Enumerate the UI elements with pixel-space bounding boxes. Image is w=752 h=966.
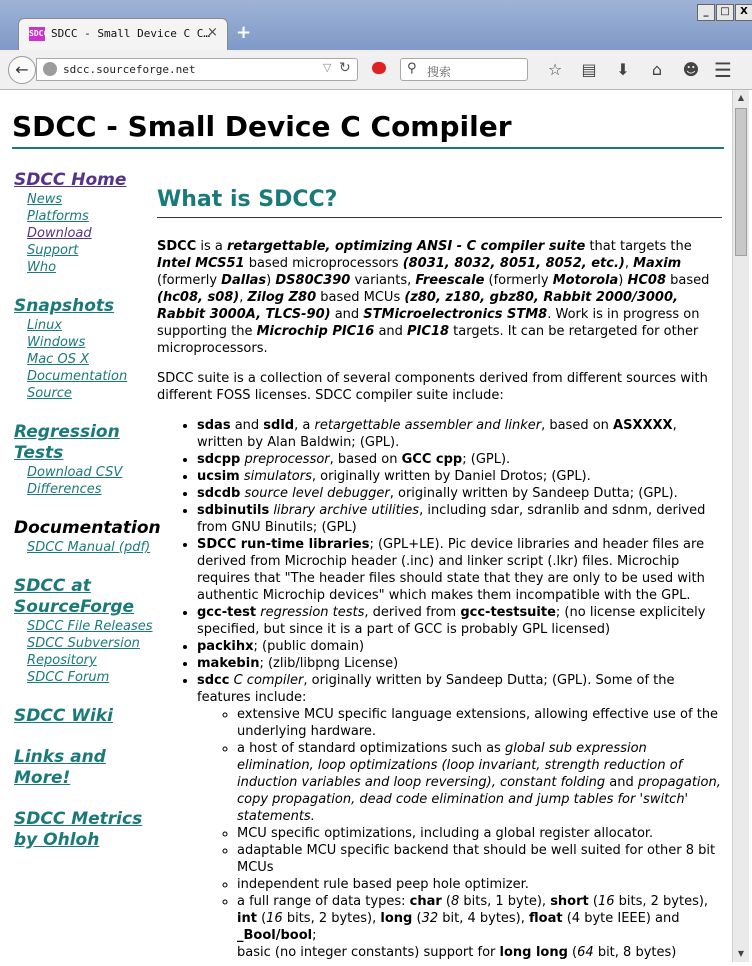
search-bar[interactable]	[400, 58, 528, 81]
feature-item: ◦ extensive MCU specific language extensions, allowing effective use of the underlying hardware.	[237, 706, 722, 740]
list-item: • sdbinutils library archive utilities, including sdar, sdranlib and sdnm, derived from GNU Binutils; (GPL)	[197, 502, 722, 536]
sidebar-link-repository[interactable]: Repository	[27, 653, 97, 668]
feature-item: ◦ MCU specific optimizations, including a global register allocator.	[237, 825, 722, 842]
url-text[interactable]: sdcc.sourceforge.net	[63, 63, 196, 76]
browser-titlebar	[0, 0, 752, 50]
sidebar-link-news[interactable]: News	[27, 192, 63, 207]
sidebar-link-platforms[interactable]: Platforms	[27, 209, 89, 224]
search-icon: ⚲	[407, 61, 417, 76]
minimize-button[interactable]: _	[697, 4, 715, 21]
list-item: • ucsim simulators, originally written by Daniel Drotos; (GPL).	[197, 468, 722, 485]
list-item: • makebin; (zlib/libpng License)	[197, 655, 722, 672]
scroll-up-icon[interactable]: ▲	[737, 93, 745, 102]
list-item: • gcc-test regression tests, derived from gcc-testsuite; (no license explicitely specified, but since it is a part of GCC is probably GPL licensed)	[197, 604, 722, 638]
url-bar[interactable]	[36, 58, 358, 81]
tab-title: SDCC - Small Device C C…	[51, 27, 210, 40]
sidebar-link-documentation[interactable]: Documentation	[27, 369, 128, 384]
feature-item: ◦ a full range of data types: char (8 bits, 1 byte), short (16 bits, 2 bytes), int (16 bits, 2 bytes), long (32 bit, 4 bytes), float (4 byte IEEE) and _Bool/bool; basic (no integer constants) support for long long (64 bit, 8 bytes)	[237, 893, 722, 961]
sidebar-link-forum[interactable]: SDCC Forum	[27, 670, 110, 685]
sidebar-heading-documentation: Documentation	[14, 518, 161, 538]
feature-item: ◦ adaptable MCU specific backend that should be well suited for other 8 bit MCUs	[237, 842, 722, 876]
list-item: • sdas and sdld, a retargettable assembler and linker, based on ASXXXX, written by Alan Baldwin; (GPL).	[197, 417, 722, 451]
tab-close-icon[interactable]: ×	[207, 25, 218, 40]
sidebar-link-metrics[interactable]: SDCC Metrics by Ohloh	[14, 809, 143, 850]
bookmark-star-icon[interactable]: ☆	[547, 60, 563, 79]
sidebar-link-sourceforge[interactable]: SDCC at SourceForge	[14, 576, 135, 617]
components-list	[157, 417, 722, 961]
features-list	[197, 706, 722, 961]
download-icon[interactable]: ⬇	[616, 60, 630, 79]
sidebar-link-windows[interactable]: Windows	[27, 335, 86, 350]
url-dropdown-icon[interactable]: ▽	[323, 61, 332, 74]
list-item: • sdcpp preprocessor, based on GCC cpp; (GPL).	[197, 451, 722, 468]
feature-item: ◦ independent rule based peep hole optimizer.	[237, 876, 722, 893]
sidebar-link-source[interactable]: Source	[27, 386, 72, 401]
sidebar-link-wiki[interactable]: SDCC Wiki	[14, 706, 113, 726]
page-viewport	[4, 90, 732, 962]
globe-icon	[43, 62, 57, 76]
maximize-button[interactable]: □	[716, 4, 734, 21]
sidebar-link-who[interactable]: Who	[27, 260, 57, 275]
feature-item: ◦ a host of standard optimizations such as global sub expression elimination, loop optimizations (loop invariant, strength reduction of induction variables and loop reversing), constant folding and propagation, copy propagation, dead code elimination and jump tables for 'switch' statements.	[237, 740, 722, 825]
sidebar-link-links[interactable]: Links and More!	[14, 747, 106, 788]
back-icon[interactable]: ←	[8, 56, 36, 84]
scroll-down-icon[interactable]: ▼	[737, 949, 745, 958]
reload-icon[interactable]: ↻	[339, 60, 351, 76]
chat-icon[interactable]: ☻	[682, 60, 700, 79]
sidebar-link-differences[interactable]: Differences	[27, 482, 102, 497]
sidebar-link-home[interactable]: SDCC Home	[14, 170, 127, 190]
title-divider	[12, 147, 724, 149]
vertical-scrollbar[interactable]	[732, 90, 749, 962]
suite-paragraph: SDCC suite is a collection of several components derived from different sources with different FOSS licenses. SDCC compiler suite include:	[157, 371, 708, 403]
list-item: • sdcdb source level debugger, originally written by Sandeep Dutta; (GPL).	[197, 485, 722, 502]
new-tab-button[interactable]: +	[236, 22, 252, 43]
list-item: • SDCC run-time libraries; (GPL+LE). Pic device libraries and header files are derived from Microchip header (.inc) and linker script (.lkr) files. Microchip requires that "The header files should state that they are only to be used with authentic Microchip devices" which makes them incompatible with the GPL.	[197, 536, 722, 604]
list-item: • packihx; (public domain)	[197, 638, 722, 655]
firebug-icon[interactable]	[372, 62, 386, 74]
sidebar-link-download-csv[interactable]: Download CSV	[27, 465, 123, 480]
sidebar-link-manual[interactable]: SDCC Manual (pdf)	[27, 540, 151, 555]
sidebar-link-regression[interactable]: Regression Tests	[14, 422, 120, 463]
heading-divider	[157, 217, 722, 218]
sidebar-link-download[interactable]: Download	[27, 226, 92, 241]
reading-list-icon[interactable]: ▤	[581, 60, 597, 79]
window-controls	[696, 4, 752, 20]
list-item: • sdcc C compiler, originally written by Sandeep Dutta; (GPL). Some of the features include: ◦ extensive MCU specific language extensions, allowing effective use of the underlying hardware. ◦ a host of standard optimizations such as global sub expression elimination, loop optimizations (loop invariant, strength reduction of induction variables and loop reversing), constant folding and propagation, copy propagation, dead code elimination and jump tables for 'switch' statements. ◦ MCU specific optimizations, including a global register allocator. ◦ adaptable MCU specific backend that should be well suited for other 8 bit MCUs ◦ independent rule based peep hole optimizer. ◦ a full range of data types: char (8 bits, 1 byte), short (16 bits, 2 bytes), int (16 bits, 2 bytes), long (32 bit, 4 bytes), float (4 byte IEEE) and _Bool/bool; basic (no integer constants) support for long long (64 bit, 8 bytes)	[197, 672, 722, 961]
sidebar-nav	[14, 170, 161, 865]
main-content	[157, 186, 722, 961]
browser-tab[interactable]	[18, 18, 228, 50]
sidebar-link-snapshots[interactable]: Snapshots	[14, 296, 115, 316]
menu-icon[interactable]: ☰	[714, 58, 732, 82]
toolbar-icons	[538, 60, 708, 79]
sidebar-link-support[interactable]: Support	[27, 243, 79, 258]
home-icon[interactable]: ⌂	[651, 60, 663, 79]
scrollbar-thumb[interactable]	[735, 108, 747, 256]
sidebar-link-linux[interactable]: Linux	[27, 318, 63, 333]
sidebar-link-macosx[interactable]: Mac OS X	[27, 352, 89, 367]
sidebar-link-subversion[interactable]: SDCC Subversion	[27, 636, 140, 651]
sidebar-link-file-releases[interactable]: SDCC File Releases	[27, 619, 153, 634]
search-input[interactable]: 搜索	[427, 65, 452, 79]
browser-navbar	[0, 50, 752, 90]
intro-paragraph: SDCC is a retargettable, optimizing ANSI - C compiler suite that targets the Intel MCS51 based microprocessors (8031, 8032, 8051, 8052, etc.), Maxim (formerly Dallas) DS80C390 variants, Freescale (formerly Motorola) HC08 based (hc08, s08), Zilog Z80 based MCUs (z80, z180, gbz80, Rabbit 2000/3000, Rabbit 3000A, TLCS-90) and STMicroelectronics STM8. Work is in progress on supporting the Microchip PIC16 and PIC18 targets. It can be retargeted for other microprocessors.	[157, 239, 710, 356]
close-window-button[interactable]: X	[735, 4, 752, 21]
section-heading: What is SDCC?	[157, 187, 338, 212]
sdcc-favicon-icon: SDCC	[29, 27, 45, 41]
page-title: SDCC - Small Device C Compiler	[12, 110, 512, 143]
